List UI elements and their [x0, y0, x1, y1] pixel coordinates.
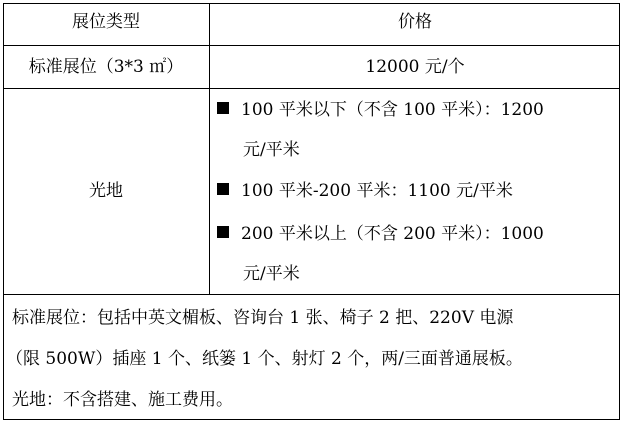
price-tier-continuation: 元/平米 — [243, 140, 300, 160]
raw-space-type: 光地 — [89, 181, 123, 201]
notes-line: 标准展位：包括中英文楣板、咨询台 1 张、椅子 2 把、220V 电源 — [12, 308, 514, 328]
price-tier-text: 100 平米以下（不含 100 平米）：1200 — [241, 100, 544, 120]
row-divider — [3, 88, 620, 89]
standard-booth-price: 12000 元/个 — [365, 57, 465, 77]
square-bullet-icon — [217, 183, 229, 195]
row-divider — [3, 294, 620, 295]
square-bullet-icon — [217, 226, 229, 238]
header-booth-type: 展位类型 — [72, 12, 140, 32]
raw-space-price-item — [217, 98, 544, 122]
raw-space-price-item — [217, 179, 513, 203]
square-bullet-icon — [217, 102, 229, 114]
header-price: 价格 — [398, 12, 432, 32]
notes-line: （限 500W）插座 1 个、纸篓 1 个、射灯 2 个，两/三面普通展板。 — [6, 349, 523, 369]
price-tier-text: 200 平米以上（不含 200 平米）：1000 — [241, 224, 544, 244]
price-tier-continuation: 元/平米 — [243, 264, 300, 284]
column-divider — [209, 3, 210, 294]
notes-line: 光地：不含搭建、施工费用。 — [12, 390, 233, 410]
raw-space-price-item — [217, 222, 544, 246]
row-divider — [3, 45, 620, 46]
price-tier-text: 100 平米-200 平米：1100 元/平米 — [241, 181, 513, 201]
standard-booth-type: 标准展位（3*3 ㎡） — [28, 57, 184, 77]
